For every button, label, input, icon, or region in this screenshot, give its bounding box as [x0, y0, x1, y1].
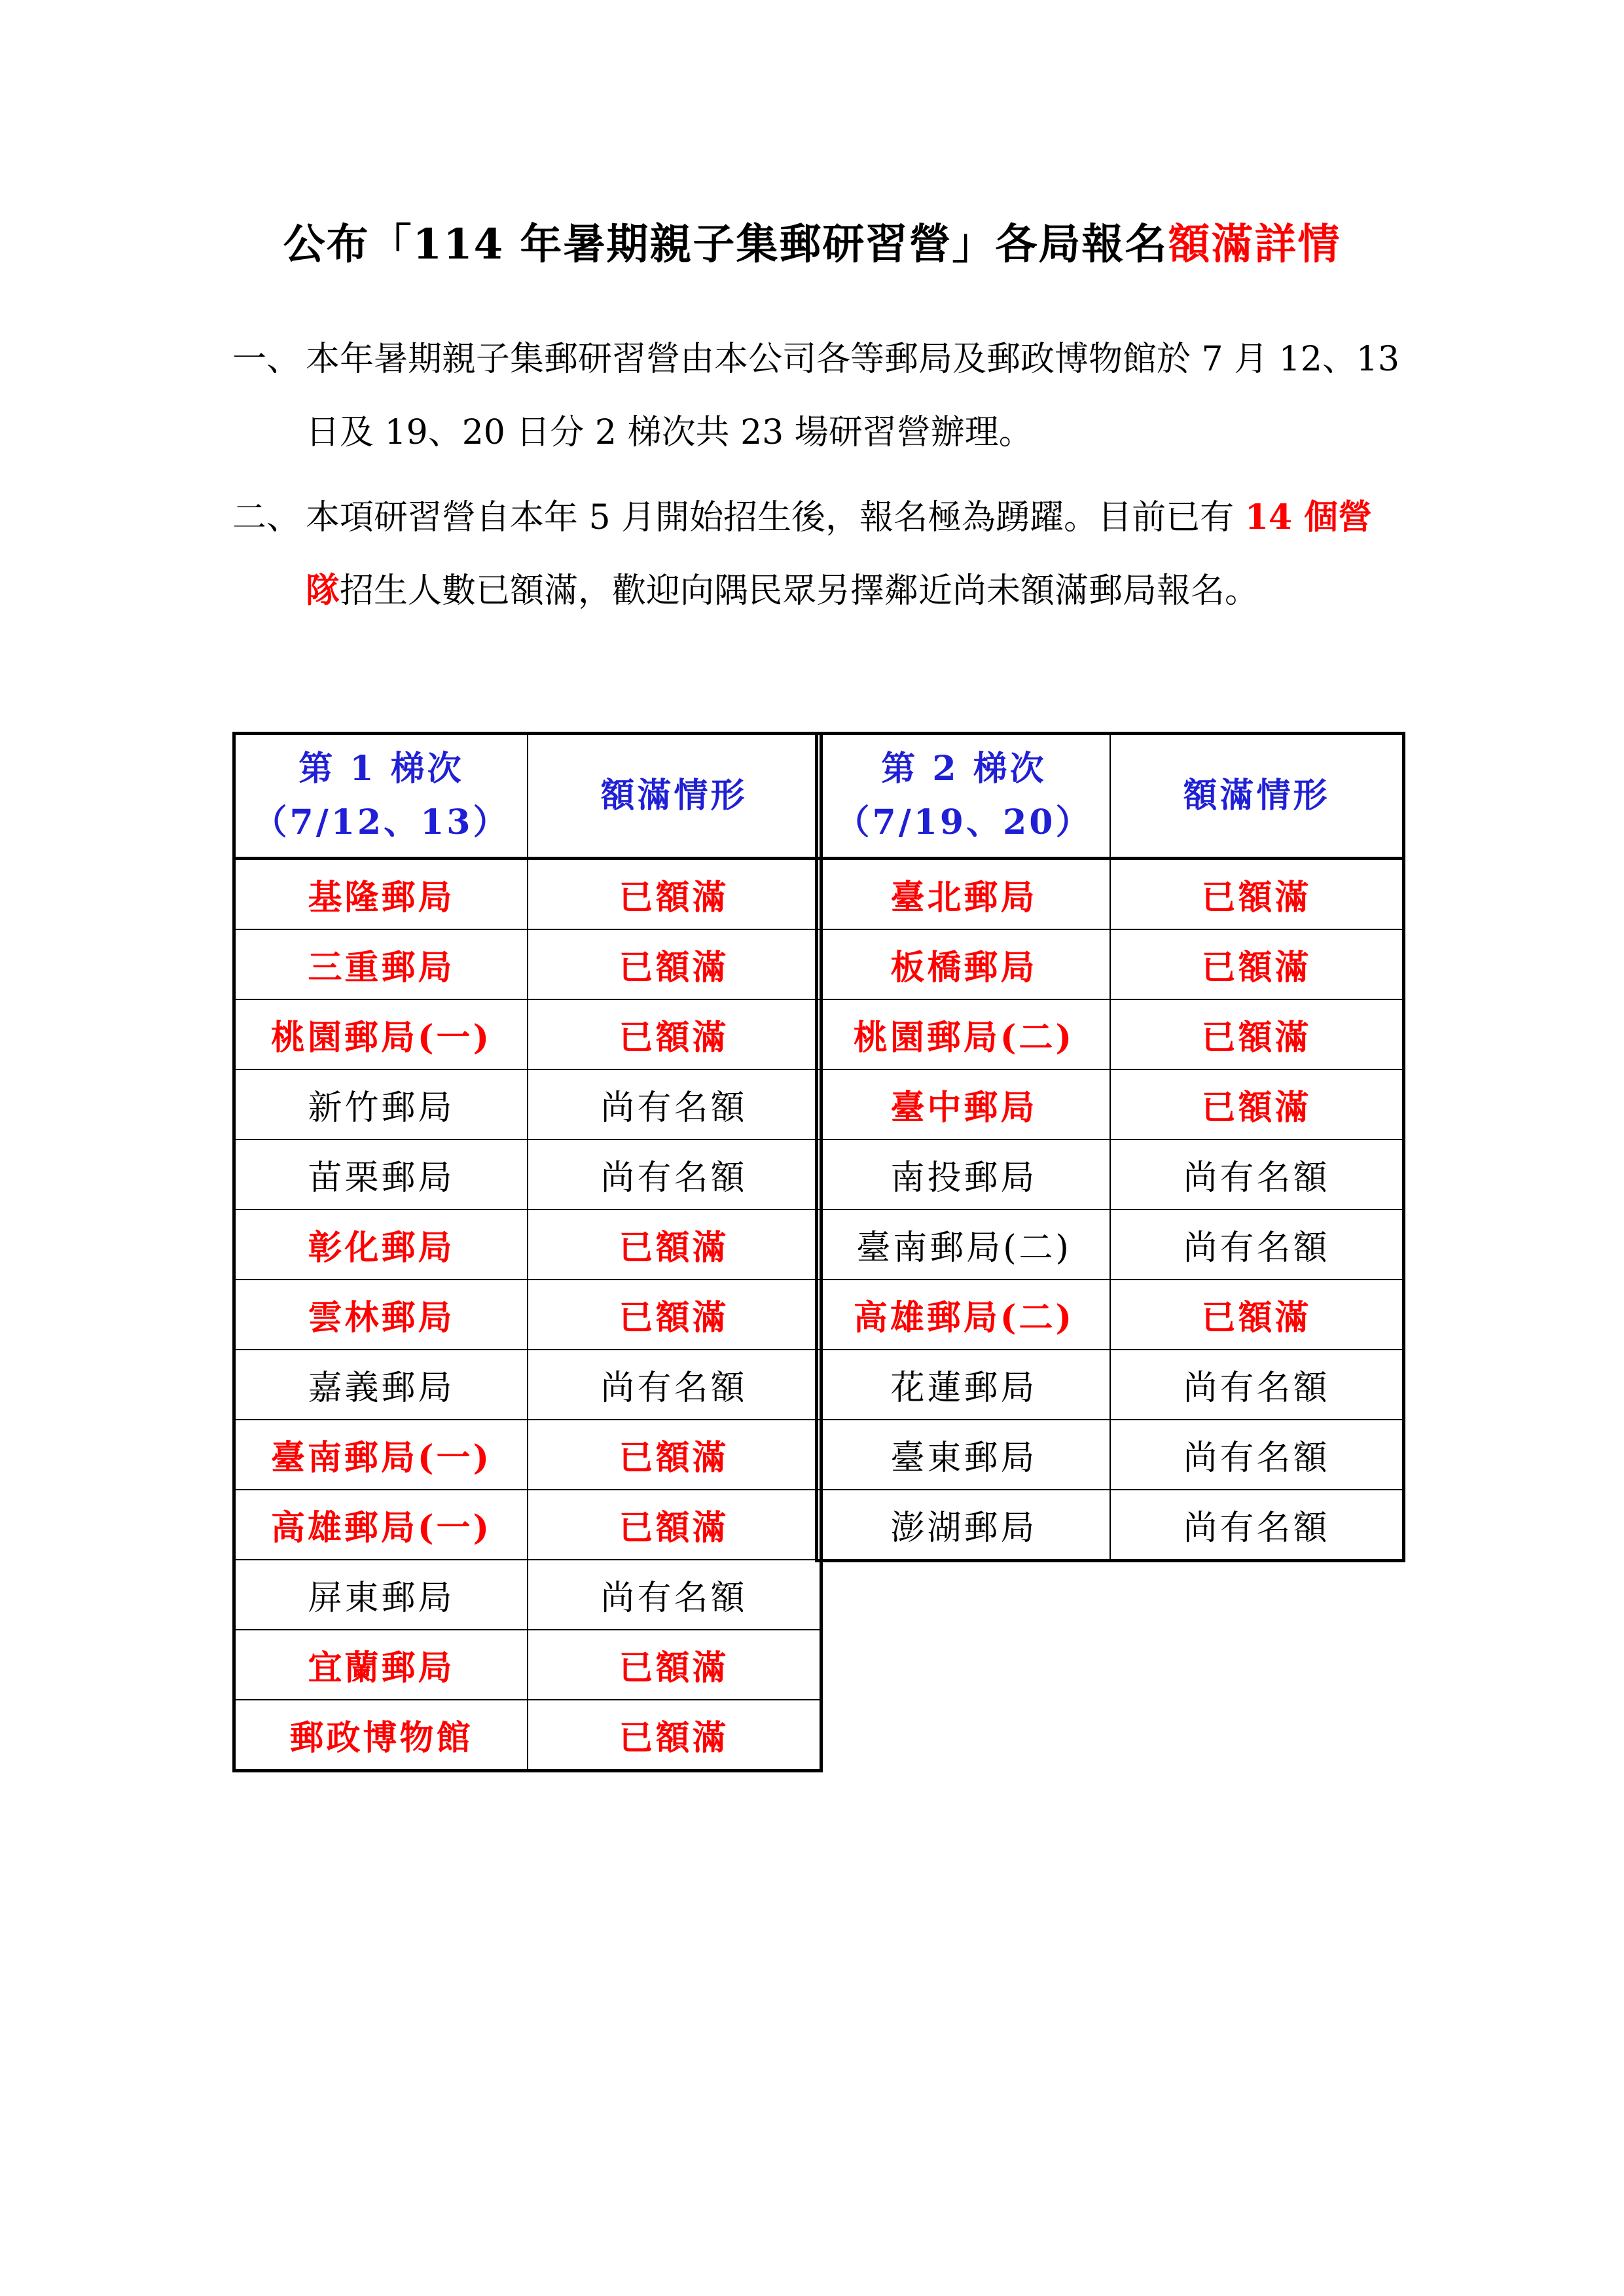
session-2-header-session [817, 734, 1111, 859]
session-1-header-session-line1: 第 1 梯次 [298, 749, 464, 789]
quota-status-cell: 已額滿 [528, 1490, 821, 1560]
session-1-header-session [234, 734, 528, 859]
quota-status-cell: 已額滿 [528, 1210, 821, 1280]
office-name-cell: 高雄郵局(二) [817, 1280, 1111, 1350]
paragraph-2 [232, 481, 1404, 628]
quota-status-cell: 尚有名額 [528, 1560, 821, 1630]
quota-status-cell: 已額滿 [1110, 1280, 1404, 1350]
table-row [234, 1280, 821, 1350]
table-row [234, 859, 821, 930]
quota-status-cell: 已額滿 [528, 999, 821, 1069]
session-2-header-row [817, 734, 1404, 859]
office-name-cell: 臺南郵局(一) [234, 1420, 528, 1490]
table-row [234, 1350, 821, 1420]
office-name-cell: 苗栗郵局 [234, 1139, 528, 1210]
office-name-cell: 臺南郵局(二) [817, 1210, 1111, 1280]
office-name-cell: 基隆郵局 [234, 859, 528, 930]
quota-status-cell: 已額滿 [1110, 929, 1404, 999]
table-row [817, 1280, 1404, 1350]
table-row [817, 859, 1404, 930]
paragraph-2-highlight: 14 個營隊 [306, 497, 1373, 611]
office-name-cell: 嘉義郵局 [234, 1350, 528, 1420]
table-row [817, 1210, 1404, 1280]
page-title [0, 211, 1624, 271]
quota-status-cell: 尚有名額 [1110, 1490, 1404, 1561]
paragraph-1 [232, 323, 1404, 469]
office-name-cell: 板橋郵局 [817, 929, 1111, 999]
office-name-cell: 三重郵局 [234, 929, 528, 999]
office-name-cell: 雲林郵局 [234, 1280, 528, 1350]
table-row [234, 1069, 821, 1139]
session-1-header-row [234, 734, 821, 859]
session-2-header-status: 額滿情形 [1110, 734, 1404, 859]
table-row [817, 1069, 1404, 1139]
office-name-cell: 彰化郵局 [234, 1210, 528, 1280]
quota-status-cell: 尚有名額 [1110, 1210, 1404, 1280]
quota-status-cell: 已額滿 [528, 929, 821, 999]
table-row [234, 1210, 821, 1280]
session-1-table [232, 732, 823, 1772]
quota-status-cell: 尚有名額 [528, 1069, 821, 1139]
office-name-cell: 澎湖郵局 [817, 1490, 1111, 1561]
session-2-header-session-line2: （7/19、20） [835, 802, 1092, 842]
table-row [234, 999, 821, 1069]
office-name-cell: 臺中郵局 [817, 1069, 1111, 1139]
quota-status-cell: 尚有名額 [1110, 1350, 1404, 1420]
table-row [234, 1560, 821, 1630]
quota-status-cell: 尚有名額 [528, 1139, 821, 1210]
office-name-cell: 南投郵局 [817, 1139, 1111, 1210]
table-row [817, 1350, 1404, 1420]
quota-status-cell: 已額滿 [1110, 1069, 1404, 1139]
quota-status-cell: 已額滿 [1110, 999, 1404, 1069]
table-row [817, 929, 1404, 999]
office-name-cell: 宜蘭郵局 [234, 1630, 528, 1700]
paragraph-1-text: 本年暑期親子集郵研習營由本公司各等郵局及郵政博物館於 7 月 12、13 日及 19、20 日分 2 梯次共 23 場研習營辦理。 [306, 340, 1400, 452]
quota-status-cell: 已額滿 [528, 1630, 821, 1700]
quota-status-cell: 已額滿 [1110, 859, 1404, 930]
table-row [234, 1490, 821, 1560]
quota-status-cell: 已額滿 [528, 859, 821, 930]
office-name-cell: 屏東郵局 [234, 1560, 528, 1630]
paragraph-2-before: 本項研習營自本年 5 月開始招生後，報名極為踴躍。目前已有 [306, 498, 1245, 537]
title-highlight: 額滿詳情 [1168, 220, 1341, 269]
office-name-cell: 花蓮郵局 [817, 1350, 1111, 1420]
quota-status-cell: 已額滿 [528, 1280, 821, 1350]
table-row [234, 1700, 821, 1771]
session-1-header-session-line2: （7/12、13） [253, 802, 510, 842]
table-row [817, 1420, 1404, 1490]
title-main: 公布「114 年暑期親子集郵研習營」各局報名 [283, 220, 1168, 269]
quota-status-cell: 已額滿 [528, 1420, 821, 1490]
table-row [234, 1139, 821, 1210]
table-row [234, 929, 821, 999]
office-name-cell: 桃園郵局(一) [234, 999, 528, 1069]
office-name-cell: 臺東郵局 [817, 1420, 1111, 1490]
quota-status-cell: 已額滿 [528, 1700, 821, 1771]
office-name-cell: 高雄郵局(一) [234, 1490, 528, 1560]
table-row [234, 1420, 821, 1490]
table-row [817, 1139, 1404, 1210]
quota-status-cell: 尚有名額 [1110, 1139, 1404, 1210]
office-name-cell: 臺北郵局 [817, 859, 1111, 930]
paragraph-2-number: 二、 [232, 498, 301, 537]
paragraph-2-text [232, 481, 1404, 628]
office-name-cell: 郵政博物館 [234, 1700, 528, 1771]
quota-status-cell: 尚有名額 [528, 1350, 821, 1420]
table-row [817, 999, 1404, 1069]
paragraph-1-number: 一、 [232, 340, 301, 379]
office-name-cell: 新竹郵局 [234, 1069, 528, 1139]
table-row [817, 1490, 1404, 1561]
session-2-header-session-line1: 第 2 梯次 [881, 749, 1047, 789]
quota-status-cell: 尚有名額 [1110, 1420, 1404, 1490]
paragraph-2-after: 招生人數已額滿，歡迎向隅民眾另擇鄰近尚未額滿郵局報名。 [340, 571, 1259, 611]
session-1-header-status: 額滿情形 [528, 734, 821, 859]
session-2-table [815, 732, 1405, 1562]
table-row [234, 1630, 821, 1700]
office-name-cell: 桃園郵局(二) [817, 999, 1111, 1069]
